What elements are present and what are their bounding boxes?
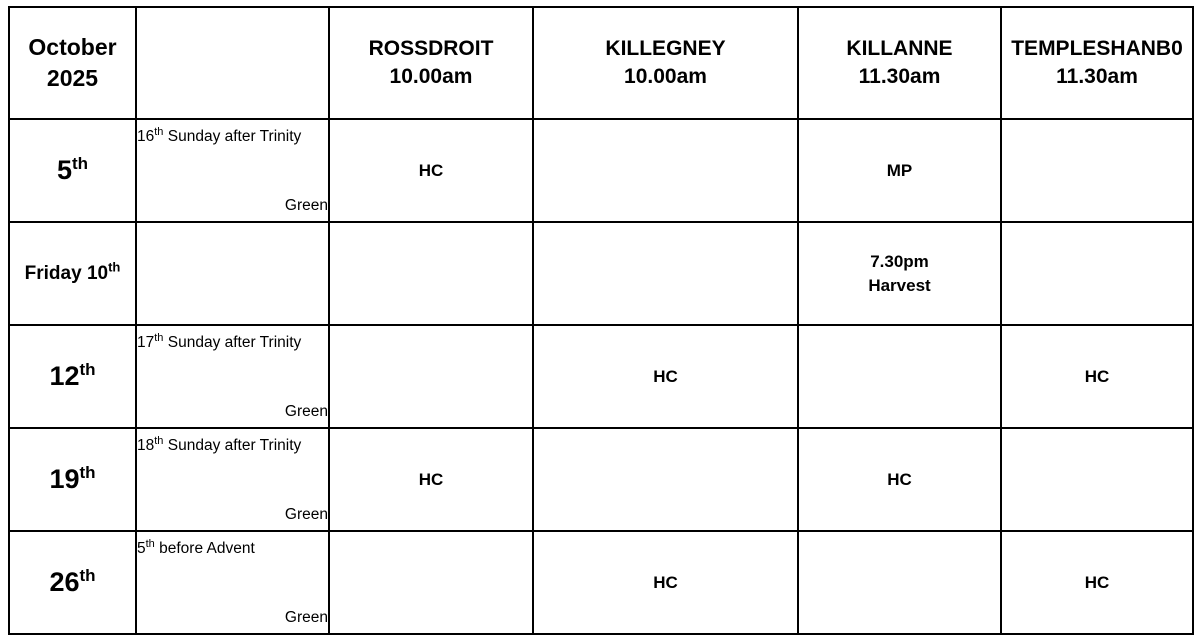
liturgical-colour: Green (284, 505, 328, 523)
date-number: 5 (56, 155, 72, 185)
table-row (9, 325, 1193, 428)
service-cell-rossdroit (329, 325, 533, 428)
service-cell-templeshanbo: HC (1001, 531, 1193, 634)
service-cell-rossdroit (329, 222, 533, 325)
season-ordinal-suffix: th (145, 537, 155, 550)
date-cell (9, 325, 136, 428)
table-row (9, 222, 1193, 325)
service-cell-templeshanbo (1001, 428, 1193, 531)
header-month-line1: October (28, 33, 117, 60)
table-row (9, 428, 1193, 531)
service-cell-killanne (798, 531, 1001, 634)
date-suffix: th (79, 360, 96, 379)
date-suffix: th (108, 259, 121, 275)
service-cell-killegney (533, 222, 798, 325)
liturgical-colour: Green (284, 196, 328, 214)
season-cell (136, 428, 329, 531)
service-schedule-table (8, 6, 1194, 635)
season-ordinal-suffix: th (154, 434, 164, 447)
service-cell-killanne: 7.30pm Harvest (798, 222, 1001, 325)
season-rest: before Advent (154, 539, 255, 557)
date-number: 12 (49, 361, 80, 391)
season-rest: Sunday after Trinity (163, 127, 302, 145)
season-description (137, 333, 328, 354)
table-row (9, 531, 1193, 634)
date-suffix: th (71, 154, 89, 173)
service-cell-templeshanbo (1001, 222, 1193, 325)
season-description (137, 539, 328, 560)
date-cell (9, 428, 136, 531)
date-number: 19 (49, 464, 80, 494)
season-ordinal-suffix: th (154, 331, 164, 344)
church-time-killanne: 11.30am (858, 65, 941, 88)
season-cell (136, 222, 329, 325)
table-header-row (9, 7, 1193, 119)
date-cell (9, 531, 136, 634)
header-month-cell (9, 7, 136, 119)
date-number: 26 (49, 567, 80, 597)
season-description (137, 436, 328, 457)
season-description (137, 127, 328, 148)
service-cell-killegney (533, 428, 798, 531)
service-cell-killanne: HC (798, 428, 1001, 531)
header-month-line2: 2025 (46, 65, 99, 91)
header-church-templeshanbo (1001, 7, 1193, 119)
church-time-rossdroit: 10.00am (389, 65, 473, 88)
season-ordinal-suffix: th (154, 125, 164, 138)
date-cell (9, 119, 136, 222)
date-cell (9, 222, 136, 325)
season-ordinal: 18 (137, 436, 155, 454)
service-cell-templeshanbo: HC (1001, 325, 1193, 428)
service-cell-rossdroit: HC (329, 428, 533, 531)
service-cell-killegney: HC (533, 531, 798, 634)
date-number: 10 (86, 262, 109, 284)
church-name-rossdroit: ROSSDROIT (368, 36, 494, 60)
service-cell-killanne: MP (798, 119, 1001, 222)
service-cell-rossdroit: HC (329, 119, 533, 222)
church-name-templeshanbo: TEMPLESHANB0 (1011, 36, 1183, 60)
season-rest: Sunday after Trinity (163, 436, 302, 454)
liturgical-colour: Green (284, 608, 328, 626)
service-cell-killegney (533, 119, 798, 222)
service-cell-rossdroit (329, 531, 533, 634)
season-cell (136, 119, 329, 222)
season-ordinal: 17 (137, 333, 155, 351)
header-church-killegney (533, 7, 798, 119)
season-cell (136, 325, 329, 428)
date-suffix: th (79, 566, 96, 585)
header-church-killanne (798, 7, 1001, 119)
season-rest: Sunday after Trinity (163, 333, 302, 351)
service-cell-killegney: HC (533, 325, 798, 428)
date-prefix: Friday (24, 262, 87, 284)
date-suffix: th (79, 463, 96, 482)
header-church-rossdroit (329, 7, 533, 119)
church-name-killegney: KILLEGNEY (605, 36, 726, 60)
liturgical-colour: Green (284, 402, 328, 420)
service-cell-templeshanbo (1001, 119, 1193, 222)
header-season-cell (136, 7, 329, 119)
season-ordinal: 5 (137, 539, 146, 557)
table-row (9, 119, 1193, 222)
season-cell (136, 531, 329, 634)
church-name-killanne: KILLANNE (846, 36, 953, 60)
church-time-templeshanbo: 11.30am (1056, 65, 1138, 88)
season-ordinal: 16 (137, 127, 155, 145)
service-cell-killanne (798, 325, 1001, 428)
church-time-killegney: 10.00am (624, 65, 707, 88)
